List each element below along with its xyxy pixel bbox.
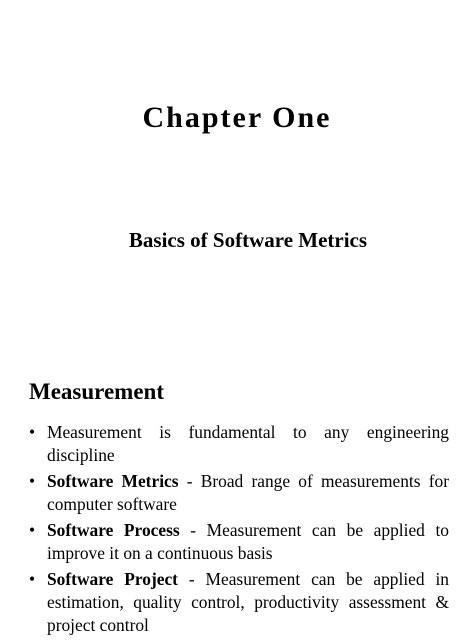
bullet-text: - Measurement can be applied in estimation, quality control, productivity assessment & project control [47,569,449,635]
bullet-icon: • [29,569,36,589]
bullet-text: Measurement is fundamental to any engineering discipline [47,422,449,465]
bullet-item [29,519,449,565]
chapter-subtitle: Basics of Software Metrics [128,228,368,252]
section-heading: Measurement [29,379,164,404]
bullet-term: Software Process [47,520,180,540]
bullet-icon: • [29,471,36,491]
chapter-title: Chapter One [142,101,332,134]
bullet-term: Software Project [47,569,178,589]
bullet-term: Software Metrics [47,471,179,491]
bullet-icon: • [29,422,36,442]
bullet-icon: • [29,520,36,540]
bullet-text: - Measurement can be applied to improve it on a continuous basis [47,520,449,563]
bullet-text: - Broad range of measurements for computer software [47,471,449,514]
bullet-item [29,568,449,637]
bullet-list [29,421,449,640]
bullet-item [29,421,449,467]
bullet-item [29,470,449,516]
